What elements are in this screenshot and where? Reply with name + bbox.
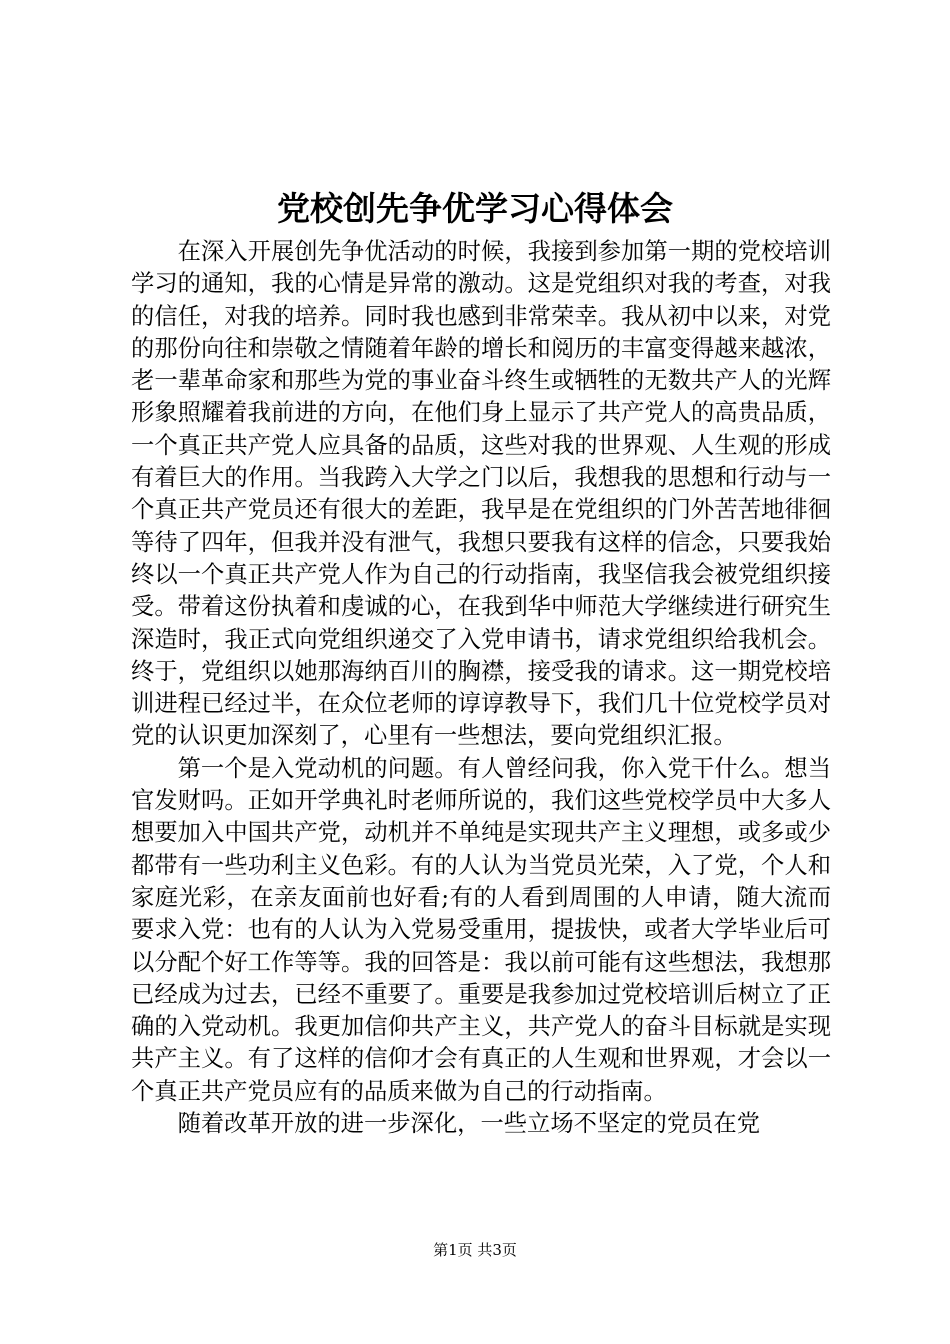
document-title: 党校创先争优学习心得体会 bbox=[277, 189, 673, 228]
paragraph-3: 随着改革开放的进一步深化，一些立场不坚定的党员在党 bbox=[177, 1110, 761, 1138]
paragraph-2: 第一个是入党动机的问题。有人曾经问我，你入党干什么。想当官发财吗。正如开学典礼时老师所说的，我们这些党校学员中大多人想要加入中国共产党，动机并不单纯是实现共产主义理想，或多或少都带有一些功利主义色彩。有的人认为当党员光荣，入了党，个人和家庭光彩，在亲友面前也好看;有的人看到周围的人申请，随大流而要求入党：也有的人认为入党易受重用，提拔快，或者大学毕业后可以分配个好工作等等。我的回答是：我以前可能有这些想法，我想那已经成为过去，已经不重要了。重要是我参加过党校培训后树立了正确的入党动机。我更加信仰共产主义，共产党人的奋斗目标就是实现共产主义。有了这样的信仰才会有真正的人生观和世界观，才会以一个真正共产党员应有的品质来做为自己的行动指南。 bbox=[131, 754, 831, 1105]
paragraph-1: 在深入开展创先争优活动的时候，我接到参加第一期的党校培训学习的通知，我的心情是异常的激动。这是党组织对我的考查，对我的信任，对我的培养。同时我也感到非常荣幸。我从初中以来，对党的那份向往和崇敬之情随着年龄的增长和阅历的丰富变得越来越浓，老一辈革命家和那些为党的事业奋斗终生或牺牲的无数共产人的光辉形象照耀着我前进的方向，在他们身上显示了共产党人的高贵品质，一个真正共产党人应具备的品质，这些对我的世界观、人生观的形成有着巨大的作用。当我跨入大学之门以后，我想我的思想和行动与一个真正共产党员还有很大的差距，我早是在党组织的门外苦苦地徘徊等待了四年，但我并没有泄气，我想只要我有这样的信念，只要我始终以一个真正共产党人作为自己的行动指南，我坚信我会被党组织接受。带着这份执着和虔诚的心，在我到华中师范大学继续进行研究生深造时，我正式向党组织递交了入党申请书，请求党组织给我机会。终于，党组织以她那海纳百川的胸襟，接受我的请求。这一期党校培训进程已经过半，在众位老师的谆谆教导下，我们几十位党校学员对党的认识更加深刻了，心里有一些想法，要向党组织汇报。 bbox=[131, 238, 831, 750]
document-body bbox=[131, 236, 831, 1140]
page-number-footer: 第1页 共3页 bbox=[433, 1241, 517, 1259]
